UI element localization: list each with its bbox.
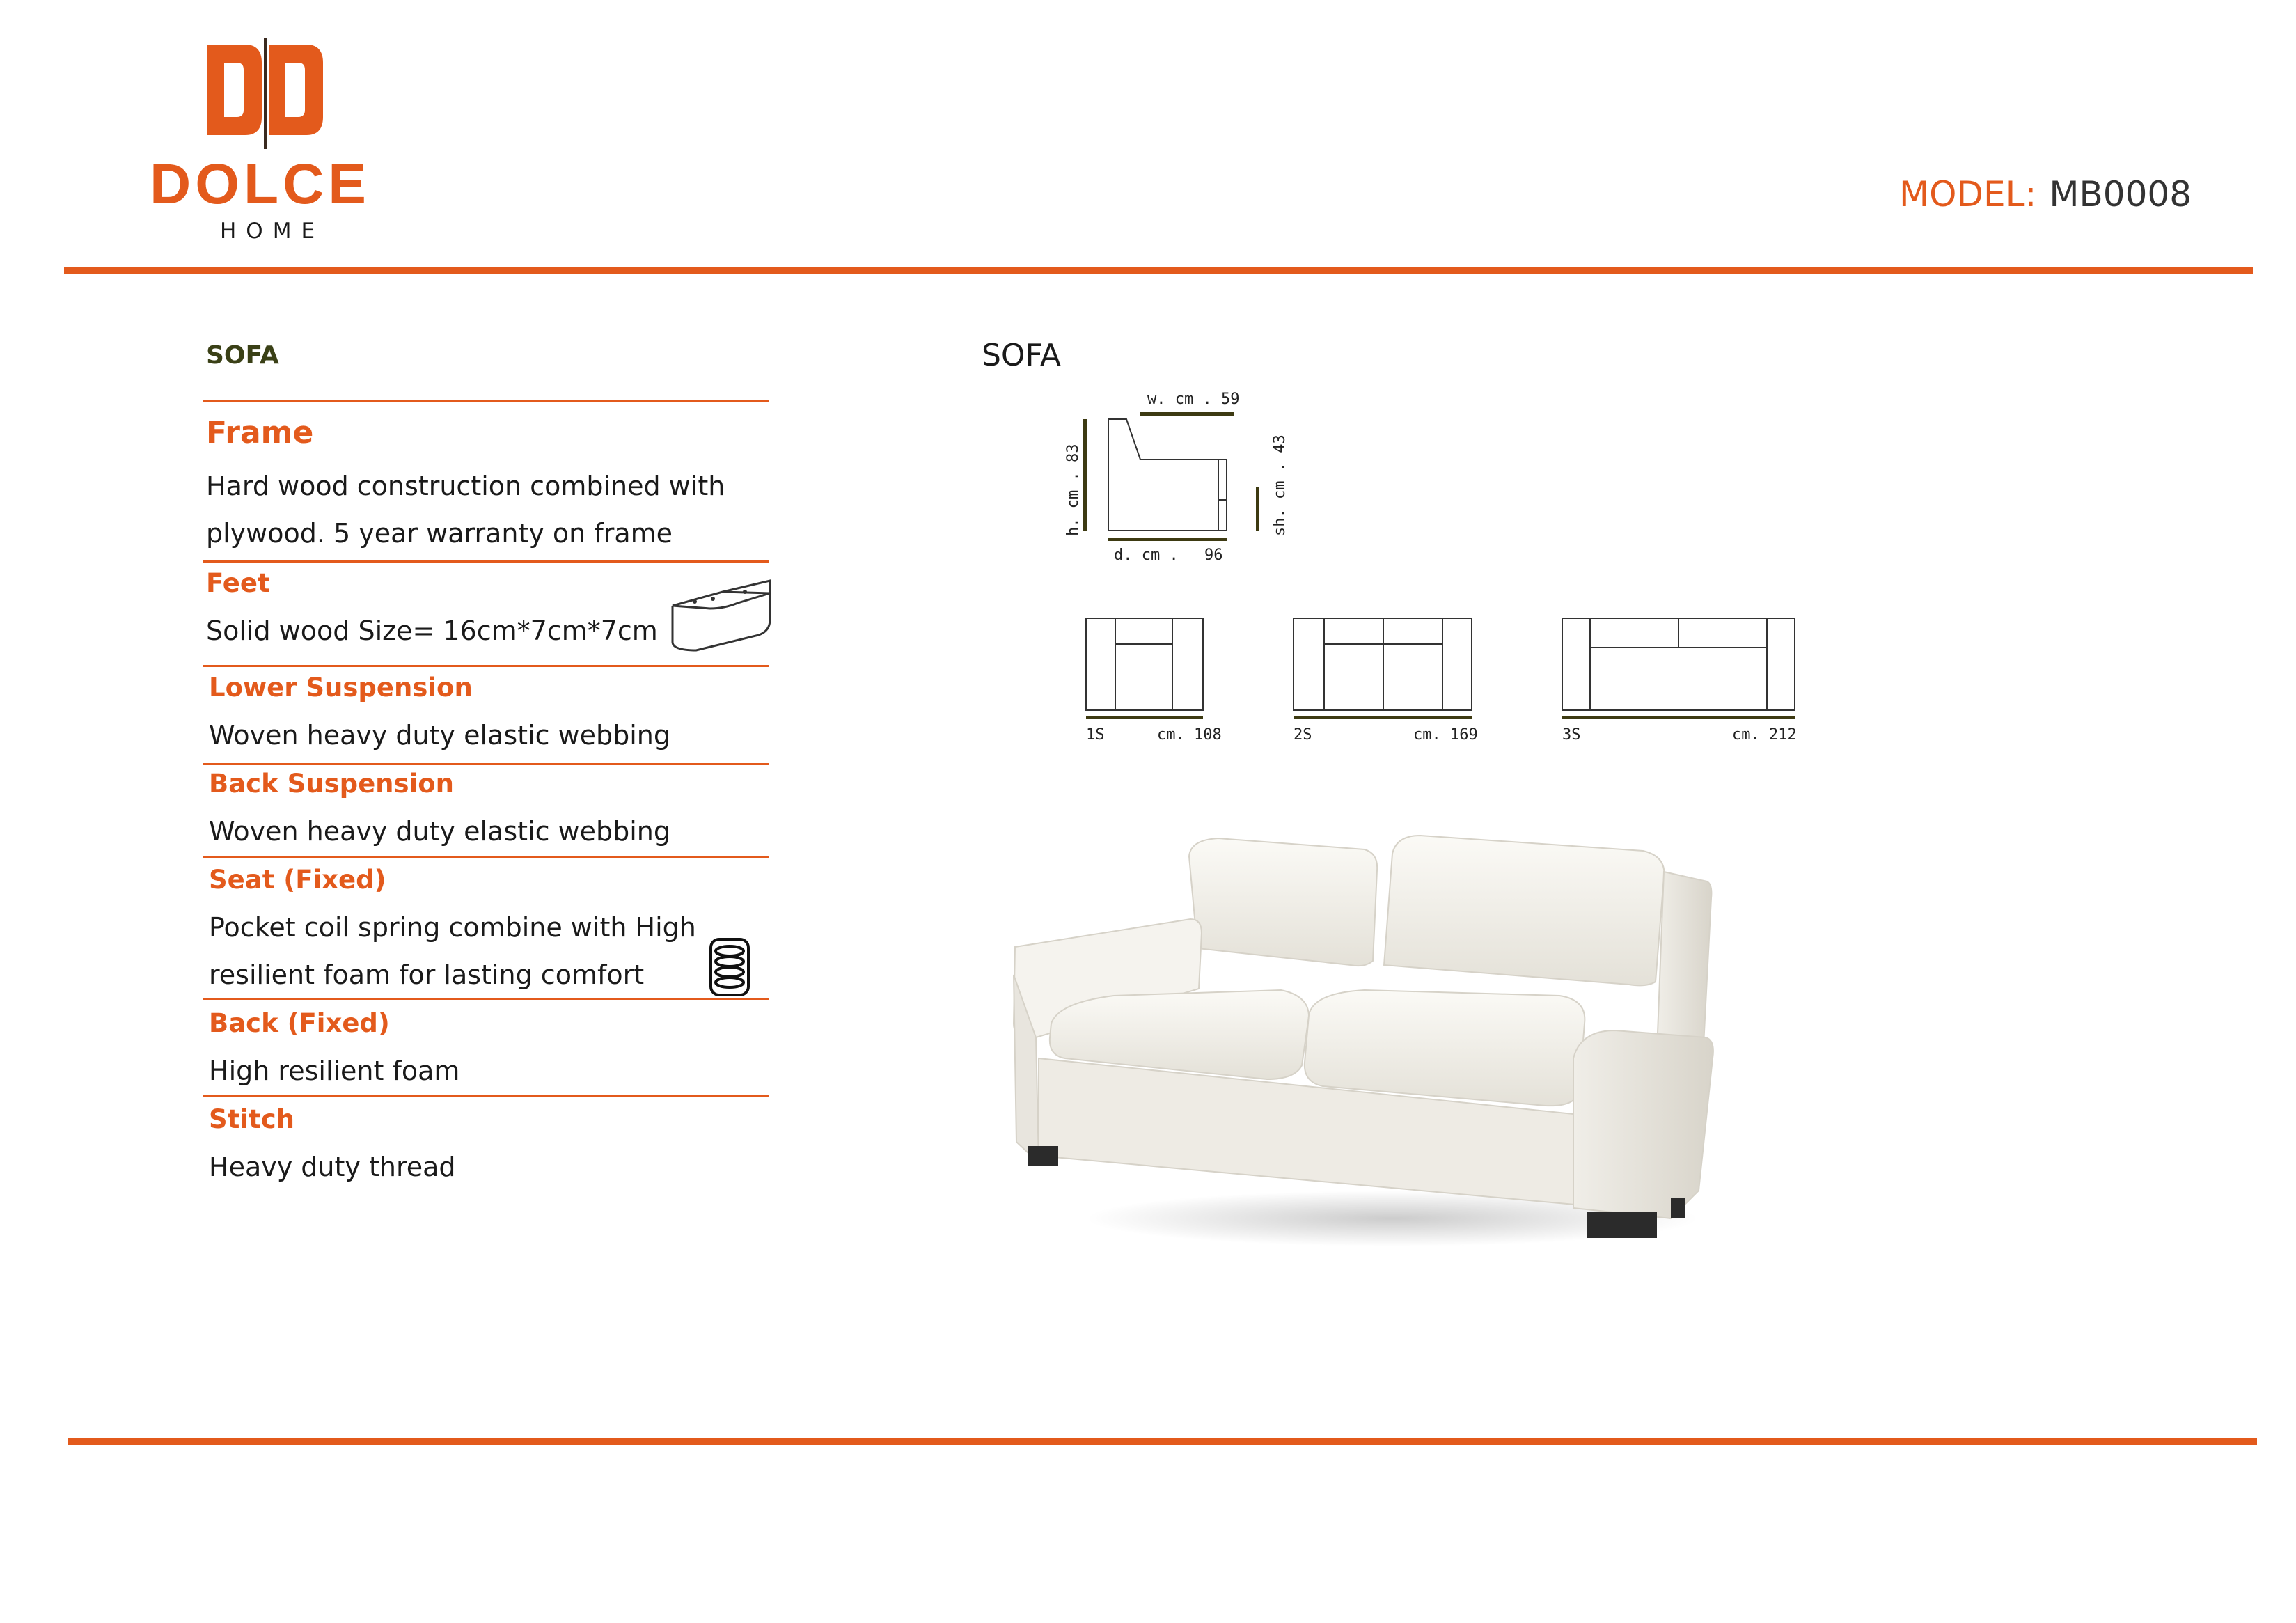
front-view-1s [1086,618,1203,710]
size-1s-length: cm. 108 [1157,726,1222,744]
front-view-3s [1562,618,1795,710]
section-divider [203,665,769,667]
size-2s-length: cm. 169 [1413,726,1478,744]
back-line-1: High resilient foam [209,1056,460,1086]
brand-subtitle: HOME [220,219,325,244]
model-heading [1899,174,2192,214]
seat-line-1: Pocket coil spring combine with High [209,912,696,943]
frame-line-1: Hard wood construction combined with [206,471,725,501]
seat-line-2: resilient foam for lasting comfort [209,959,645,990]
section-divider [203,998,769,1000]
size-2s-code: 2S [1294,726,1312,744]
spec-category: SOFA [206,341,279,370]
feet-block-icon [668,578,773,654]
stitch-line-1: Heavy duty thread [209,1152,456,1182]
section-divider [203,1095,769,1097]
front-view-2s [1294,618,1472,710]
coil-spring-icon [709,937,750,997]
model-label: MODEL: [1899,174,2037,214]
size-1s-code: 1S [1086,726,1105,744]
size-3s-code: 3S [1562,726,1581,744]
heading-stitch: Stitch [209,1104,294,1134]
diagram-title: SOFA [982,338,1061,373]
header-divider [64,267,2253,274]
heading-back-suspension: Back Suspension [209,769,454,799]
section-divider [203,763,769,765]
sofa-image [1002,829,1727,1260]
size-3s-length: cm. 212 [1732,726,1797,744]
depth-value: 96 [1204,547,1223,564]
frame-line-2: plywood. 5 year warranty on frame [206,518,673,549]
heading-seat: Seat (Fixed) [209,865,386,895]
back-suspension-line-1: Woven heavy duty elastic webbing [209,816,671,847]
heading-feet: Feet [206,568,270,598]
height-label: h. cm . 83 [1064,444,1082,536]
section-divider [203,560,769,563]
width-label: w. cm . 59 [1147,391,1240,408]
lower-suspension-line-1: Woven heavy duty elastic webbing [209,720,671,751]
side-view [1108,419,1227,531]
brand-name: DOLCE [150,152,370,216]
section-divider [203,856,769,858]
depth-label: d. cm . [1114,547,1179,564]
feet-line-1: Solid wood Size= 16cm*7cm*7cm [206,616,658,646]
heading-back: Back (Fixed) [209,1008,390,1038]
footer-divider [68,1438,2257,1445]
seat-height-label: sh. cm . 43 [1271,434,1289,536]
heading-lower-suspension: Lower Suspension [209,673,473,703]
heading-frame: Frame [206,415,314,450]
model-value: MB0008 [2049,174,2192,214]
dimension-diagram [1044,376,1824,752]
section-divider [203,400,769,402]
